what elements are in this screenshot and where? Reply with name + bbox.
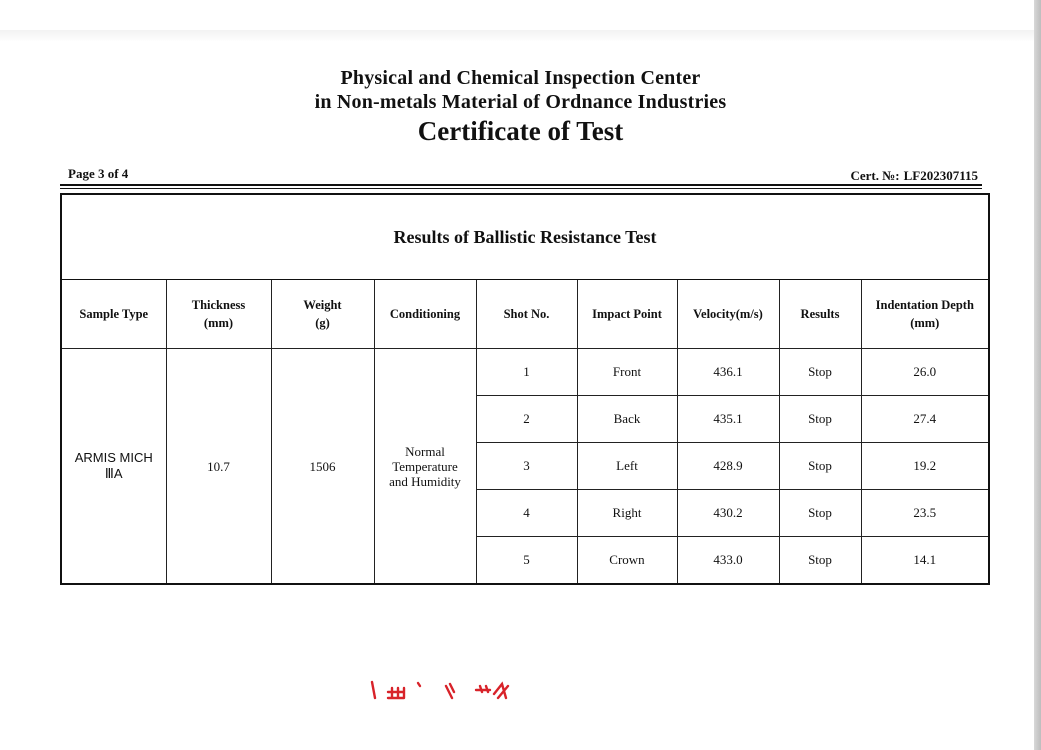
org-name-line2: in Non-metals Material of Ordnance Industries [314,91,727,113]
page-number: Page 3 of 4 [68,166,129,181]
header-weight: Weight (g) [271,280,374,349]
result-cell: Stop [779,443,861,490]
header-impact-point: Impact Point [577,280,677,349]
velocity-cell: 430.2 [677,490,779,537]
velocity-cell: 428.9 [677,443,779,490]
result-cell: Stop [779,537,861,585]
indentation-cell: 23.5 [861,490,989,537]
result-cell: Stop [779,396,861,443]
header-shot-no: Shot No. [476,280,577,349]
header-indentation-depth: Indentation Depth (mm) [861,280,989,349]
shot-no-cell: 1 [476,349,577,396]
certificate-title: Certificate of Test [417,116,624,146]
meta-row [60,166,982,184]
shot-no-cell: 3 [476,443,577,490]
indentation-cell: 19.2 [861,443,989,490]
weight-cell: 1506 [271,349,374,585]
shot-no-cell: 5 [476,537,577,585]
table-header-row [61,280,989,349]
conditioning-cell: Normal Temperature and Humidity [374,349,476,585]
indentation-cell: 14.1 [861,537,989,585]
header-conditioning: Conditioning [374,280,476,349]
header-thickness: Thickness (mm) [166,280,271,349]
red-seal-fragment-icon [368,680,518,700]
header-results: Results [779,280,861,349]
certificate-number [846,168,978,184]
thickness-cell: 10.7 [166,349,271,585]
result-cell: Stop [779,349,861,396]
table-caption: Results of Ballistic Resistance Test [61,194,989,280]
impact-point-cell: Right [577,490,677,537]
cert-number-label: Cert. №: [850,168,900,183]
header-rule-thin [60,188,982,189]
table-row [61,349,989,396]
ballistic-results-table [60,193,990,585]
velocity-cell: 436.1 [677,349,779,396]
sample-type-cell: ARMIS MICH ⅢA [61,349,166,585]
org-name-line1: Physical and Chemical Inspection Center [340,67,701,89]
impact-point-cell: Left [577,443,677,490]
header-rule-thick [60,184,982,186]
impact-point-cell: Back [577,396,677,443]
scan-shadow-top [0,30,1034,42]
result-cell: Stop [779,490,861,537]
shot-no-cell: 4 [476,490,577,537]
header-velocity: Velocity(m/s) [677,280,779,349]
impact-point-cell: Front [577,349,677,396]
indentation-cell: 27.4 [861,396,989,443]
table-caption-row [61,194,989,280]
shot-no-cell: 2 [476,396,577,443]
velocity-cell: 435.1 [677,396,779,443]
impact-point-cell: Crown [577,537,677,585]
header-sample-type: Sample Type [61,280,166,349]
indentation-cell: 26.0 [861,349,989,396]
velocity-cell: 433.0 [677,537,779,585]
cert-number-value: LF202307115 [903,168,978,183]
certificate-header [0,66,1041,148]
